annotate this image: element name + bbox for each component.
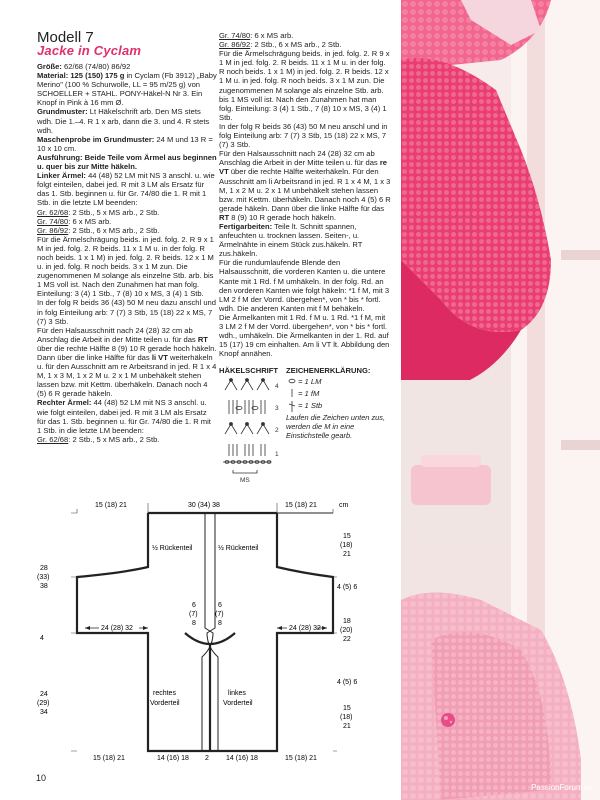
instruction-paragraph xyxy=(219,258,391,313)
product-photo xyxy=(401,0,600,800)
instruction-text: in Cyclam (Fb 3912) „Baby Merino" (100 % Schurwolle, LL = 95 m/25 g) von SCHOELLER + STAHL. PONY-Häkel-N Nr 3. Ein Knopf in Pink à 16 mm Ø. xyxy=(37,71,217,108)
button-icon xyxy=(441,713,455,727)
dim-left-lower-2: (29) xyxy=(37,700,50,707)
bold-term: RT xyxy=(197,334,208,344)
instruction-text: 44 (48) 52 LM mit NS 3 anschl. u. wie folgt einteilen, dabei jed. R mit 3 LM als Ersatz für das 1. Stb. beginnen u. für Gr. 74/80 die 1. R mit 1 Stb. in die letzte LM beenden: xyxy=(37,398,211,435)
size-label: Gr. 62/68 xyxy=(37,434,69,444)
instruction-paragraph xyxy=(37,298,217,325)
instruction-paragraph xyxy=(219,313,391,358)
size-label: Gr. 74/80 xyxy=(219,31,251,40)
symbol-key-title: ZEICHENERKLÄRUNG: xyxy=(286,366,371,375)
instruction-paragraph xyxy=(37,226,217,235)
instruction-text: : 6 x MS arb. xyxy=(250,31,294,40)
key-double-crochet: = 1 Stb xyxy=(298,401,323,410)
instruction-text: In der folg R beids 36 (43) 50 M neu anschl und in folg Einteilung arb: 7 (7) 3 Stb, 15 (18) 22 x MS, 7 (7) 3 Stb. xyxy=(219,121,388,150)
dim-right-upper-3: 21 xyxy=(343,551,351,558)
dim-left-upper-1: 28 xyxy=(40,565,48,572)
dim-left-lower-3: 34 xyxy=(40,709,48,716)
dim-right-mid-2: (20) xyxy=(340,627,353,634)
label-front-right-1: rechtes xyxy=(153,690,176,697)
instruction-paragraph xyxy=(37,435,217,444)
dim-neck-left-3: 8 xyxy=(192,620,196,627)
bold-term: RT xyxy=(219,212,230,222)
bold-term: Fertigarbeiten: xyxy=(219,221,273,231)
instruction-text: : 2 Stb., 6 x MS arb., 2 Stb. xyxy=(250,40,342,50)
instruction-text: 44 (48) 52 LM mit NS 3 anschl. u. wie folgt einteilen, dabei jed. R mit 3 LM als Ersatz für das 1. Stb. beginnen u. für Gr. 74/80 die 1. R mit 1 Stb. in die letzte LM beenden: xyxy=(37,171,215,208)
dim-right-45b: 4 (5) 6 xyxy=(337,679,358,686)
dim-left-upper-3: 38 xyxy=(40,583,48,590)
instruction-paragraph xyxy=(37,153,217,171)
instruction-paragraph xyxy=(37,398,217,434)
instruction-paragraph xyxy=(37,171,217,207)
dim-sleeve-right: 24 (28) 32 xyxy=(289,625,321,632)
instruction-paragraph xyxy=(37,235,217,299)
instruction-paragraph xyxy=(37,326,217,399)
instruction-text: 24 M und 13 R = 10 x 10 cm. xyxy=(37,134,213,153)
bold-term: li VT xyxy=(151,353,168,362)
dim-right-mid-3: 22 xyxy=(343,636,351,643)
instructions-column-2 xyxy=(219,31,391,358)
crochet-chart-title: HÄKELSCHRIFT xyxy=(219,366,279,375)
instruction-text: Für den Halsausschnitt nach 24 (28) 32 cm ab Anschlag die Arbeit in der Mitte teilen u. für das xyxy=(219,149,380,168)
chain-stitch-icon xyxy=(289,379,295,383)
chart-row-number: 3 xyxy=(275,405,279,412)
label-front-left-2: Vorderteil xyxy=(223,700,253,707)
instruction-paragraph xyxy=(219,222,391,258)
model-title: Jacke in Cyclam xyxy=(37,43,142,58)
watermark: PassionForum.ru xyxy=(531,783,592,792)
bold-term: Maschenprobe im Grundmuster: xyxy=(37,134,155,144)
key-single-crochet: = 1 fM xyxy=(298,389,320,398)
dim-bottom-2: 14 (16) 18 xyxy=(157,755,189,762)
dim-bottom-3: 2 xyxy=(205,755,209,762)
garment-schematic xyxy=(37,495,373,767)
instruction-text: über die rechte Hälfte weiterhäkeln. Für den Ausschnitt am li Arbeitsrand in jed. R 1 x 4 M, 1 x 3 M, 1 x 2 M u. 2 x 1 M unbehäkelt stehen lassen bzw. mit Kettm. überhäkeln. Danach noch 4 (5) 6 R gerade häkeln. Dann über die linke Hälfte für das xyxy=(219,167,391,213)
instruction-text: Für die Ärmelschrägung beids. in jed. folg. 2. R 9 x 1 M in jed. folg. 2. R beids. 11 x 1 M u. in der folg. R noch beids. 1 x 1 M) in jed. folg. 2. R beids. 12 x 1 M u. in jed. folg. R noch beids. 3 x 1 M zun. Die zugenommenen M solange als einzelne Stb. arb. bis 1 MS voll ist. Nach den Zunahmen hat man folg. Einteilung: 3 (4) 1 Stb., 7 (8) 10 x MS, 3 (4) 1 Stb. xyxy=(219,49,390,122)
knitted-jacket-photo xyxy=(401,0,600,800)
instruction-paragraph xyxy=(37,107,217,134)
instruction-paragraph xyxy=(219,40,391,49)
dim-right-lower-3: 21 xyxy=(343,723,351,730)
dim-neck-right-2: (7) xyxy=(215,611,224,618)
instruction-text: Teile lt. Schnitt spannen, anfeuchten u. trocknen lassen. Seiten-, u. Ärmelnähte in einem Stück zus.häkeln. RT zus.häkeln. xyxy=(219,221,363,259)
dim-top-center: 30 (34) 38 xyxy=(188,502,220,509)
instruction-text: : 2 Stb., 6 x MS arb., 2 Stb. xyxy=(68,225,160,235)
bold-term: Linker Ärmel: xyxy=(37,171,86,181)
double-crochet-icon xyxy=(289,401,295,412)
dim-left-upper-2: (33) xyxy=(37,574,50,581)
instruction-text: : 2 Stb., 5 x MS arb., 2 Stb. xyxy=(68,207,160,217)
size-label: Gr. 74/80 xyxy=(37,216,69,226)
size-label: Gr. 86/92 xyxy=(219,40,251,50)
instruction-text: Lt Häkelschrift arb. Den MS stets wdh. Die 1.–4. R 1 x arb, dann die 3. und 4. R stets wdh. xyxy=(37,107,210,135)
dim-right-lower-2: (18) xyxy=(340,714,353,721)
dim-sleeve-left: 24 (28) 32 xyxy=(101,625,133,632)
instruction-paragraph xyxy=(219,149,391,222)
dim-neck-right-3: 8 xyxy=(218,620,222,627)
bold-term: Material: 125 (150) 175 g xyxy=(37,71,125,81)
chart-repeat-label: MS xyxy=(240,477,250,484)
instruction-paragraph xyxy=(219,31,391,40)
instruction-text: 8 (9) 10 R gerade hoch häkeln. xyxy=(229,212,336,222)
dim-right-mid-1: 18 xyxy=(343,618,351,625)
instruction-text: Für die Ärmelschrägung beids. in jed. folg. 2. R 9 x 1 M in jed. folg. 2. R beids. 11 x 1 M u. in der folg. R noch beids. 1 x 1 M) in jed. folg. 2. R beids. 12 x 1 M u. in jed. folg. R noch beids. 3 x 1 M zun. Die zugenommenen M solange als einzelne Stb. arb. bis 1 MS voll ist. Nach den Zunahmen hat man folg. Einteilung: 3 (4) 1 Stb., 7 (8) 10 x MS, 3 (4) 1 Stb. xyxy=(37,234,214,299)
bold-term: re VT xyxy=(219,158,388,177)
instructions-column-1 xyxy=(37,62,217,444)
dim-unit: cm xyxy=(339,502,349,509)
crochet-chart xyxy=(219,376,281,486)
bold-term: Rechter Ärmel: xyxy=(37,398,92,408)
instruction-text: In der folg R beids 36 (43) 50 M neu dazu anschl und in folg Einteilung arb: 7 (7) 3 Stb, 15 (18) 22 x MS, 7 (7) 3 Stb. xyxy=(37,298,216,326)
instruction-paragraph xyxy=(37,71,217,107)
model-number: Modell 7 xyxy=(37,29,94,46)
instruction-text: weiterhäkeln u. für den Ausschnitt am re Arbeitsrand in jed. R 1 x 4 M, 1 x 3 M, 1 x 2 M u. 2 x 1 M unbehäkelt stehen lassen bzw. mit Kettm. überhäkeln. Danach noch 4 (5) 6 R gerade häkeln. xyxy=(37,353,217,399)
label-back-left: ½ Rückenteil xyxy=(152,545,193,552)
instruction-text: 62/68 (74/80) 86/92 xyxy=(61,62,131,71)
label-front-left-1: linkes xyxy=(228,690,246,697)
size-label: Gr. 86/92 xyxy=(37,225,69,235)
dim-bottom-5: 15 (18) 21 xyxy=(285,755,317,762)
dim-neck-left-2: (7) xyxy=(189,611,198,618)
instruction-text: über die rechte Hälfte 8 (9) 10 R gerade hoch häkeln. Dann über die linke Hälfte für das xyxy=(37,343,217,362)
instruction-paragraph xyxy=(219,122,391,149)
dim-bottom-4: 14 (16) 18 xyxy=(226,755,258,762)
instruction-paragraph xyxy=(37,208,217,217)
chart-row-number: 1 xyxy=(275,451,279,458)
dim-right-upper-1: 15 xyxy=(343,533,351,540)
instruction-paragraph xyxy=(37,62,217,71)
dim-right-45a: 4 (5) 6 xyxy=(337,584,358,591)
instruction-paragraph xyxy=(37,135,217,153)
dim-neck-left-1: 6 xyxy=(192,602,196,609)
instruction-text: Für die rundumlaufende Blende den Halsausschnitt, die vorderen Kanten u. die untere Kante mit 1 Rd. f M umhäkeln. In der folg. Rd. an den vorderen Kanten wie folgt häkeln: *1 f M, mit 3 LM 2 f M der Vorrd. übergehen*, von * bis * fortl. wdh. Die anderen Kanten mit f M behäkeln. xyxy=(219,258,390,313)
bold-term: Grundmuster: xyxy=(37,107,88,117)
dim-top-right: 15 (18) 21 xyxy=(285,502,317,509)
bold-term: Ausführung: Beide Teile vom Ärmel aus beginnen u. quer bis zur Mitte häkeln. xyxy=(37,152,217,172)
instruction-paragraph xyxy=(37,217,217,226)
chart-row-number: 2 xyxy=(275,427,279,434)
label-front-right-2: Vorderteil xyxy=(150,700,180,707)
page-number: 10 xyxy=(36,773,47,783)
dim-neck-right-1: 6 xyxy=(218,602,222,609)
dim-right-lower-1: 15 xyxy=(343,705,351,712)
dim-bottom-1: 15 (18) 21 xyxy=(93,755,125,762)
label-back-right: ½ Rückenteil xyxy=(218,545,259,552)
dim-right-upper-2: (18) xyxy=(340,542,353,549)
dim-left-lower-1: 24 xyxy=(40,691,48,698)
dim-top-left: 15 (18) 21 xyxy=(95,502,127,509)
key-chain: = 1 LM xyxy=(298,377,322,386)
symbol-key-note: Laufen die Zeichen unten zus, werden die M in eine Einstichstelle gearb. xyxy=(286,413,386,440)
instruction-text: Für den Halsausschnitt nach 24 (28) 32 cm ab Anschlag die Arbeit in der Mitte teilen u. für das xyxy=(37,325,198,344)
size-label: Gr. 62/68 xyxy=(37,207,69,217)
dim-left-mid: 4 xyxy=(40,635,44,642)
bold-term: Größe: xyxy=(37,62,62,71)
instruction-text: Die Ärmelkanten mit 1 Rd. f M u. 1 Rd. *1 f M, mit 3 LM 2 f M der Vorrd. übergehen*, von * bis * fortl. wdh., umhäkeln. Die Ärmelkanten in der 1. Rd. auf 15 (17) 19 cm einhalten. Am li VT lt. Abbildung den Knopf annähen. xyxy=(219,312,390,359)
instruction-paragraph xyxy=(219,49,391,122)
chart-row-number: 4 xyxy=(275,383,279,390)
instruction-text: : 2 Stb., 5 x MS arb., 2 Stb. xyxy=(68,434,160,444)
instruction-text: : 6 x MS arb. xyxy=(68,216,112,226)
